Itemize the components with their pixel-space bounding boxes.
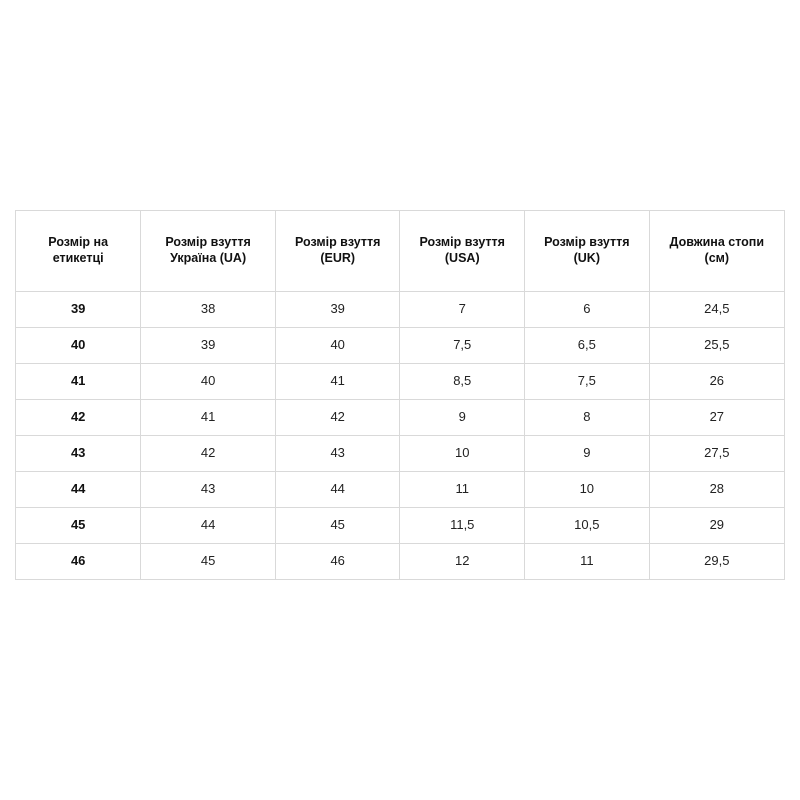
cell-ua-size: 39 [141,328,276,364]
cell-usa-size: 7 [400,292,525,328]
cell-eur-size: 42 [275,400,400,436]
cell-ua-size: 38 [141,292,276,328]
size-chart-wrapper [15,210,785,580]
table-body [16,292,785,580]
cell-usa-size: 8,5 [400,364,525,400]
cell-uk-size: 8 [525,400,650,436]
table-row [16,400,785,436]
table-row [16,472,785,508]
cell-foot-length: 29 [649,508,784,544]
cell-ua-size: 44 [141,508,276,544]
cell-foot-length: 24,5 [649,292,784,328]
table-row [16,508,785,544]
cell-usa-size: 9 [400,400,525,436]
shoe-size-table [15,210,785,580]
cell-label-size: 45 [16,508,141,544]
table-row [16,364,785,400]
column-header-eur-size: Розмір взуття (EUR) [275,211,400,292]
cell-usa-size: 7,5 [400,328,525,364]
column-header-uk-size: Розмір взуття (UK) [525,211,650,292]
cell-uk-size: 9 [525,436,650,472]
cell-uk-size: 6,5 [525,328,650,364]
cell-foot-length: 28 [649,472,784,508]
column-header-label-size: Розмір на етикетці [16,211,141,292]
cell-label-size: 40 [16,328,141,364]
table-row [16,436,785,472]
cell-eur-size: 41 [275,364,400,400]
cell-usa-size: 11 [400,472,525,508]
cell-foot-length: 25,5 [649,328,784,364]
cell-label-size: 41 [16,364,141,400]
cell-eur-size: 44 [275,472,400,508]
cell-eur-size: 43 [275,436,400,472]
cell-label-size: 39 [16,292,141,328]
cell-label-size: 46 [16,544,141,580]
cell-foot-length: 26 [649,364,784,400]
cell-eur-size: 45 [275,508,400,544]
cell-foot-length: 29,5 [649,544,784,580]
cell-eur-size: 46 [275,544,400,580]
table-row [16,328,785,364]
cell-label-size: 42 [16,400,141,436]
cell-usa-size: 12 [400,544,525,580]
column-header-ua-size: Розмір взуття Україна (UA) [141,211,276,292]
table-header [16,211,785,292]
cell-eur-size: 39 [275,292,400,328]
cell-ua-size: 42 [141,436,276,472]
cell-ua-size: 40 [141,364,276,400]
cell-uk-size: 6 [525,292,650,328]
table-header-row [16,211,785,292]
cell-uk-size: 10 [525,472,650,508]
cell-uk-size: 10,5 [525,508,650,544]
cell-ua-size: 43 [141,472,276,508]
column-header-usa-size: Розмір взуття (USA) [400,211,525,292]
cell-foot-length: 27,5 [649,436,784,472]
cell-foot-length: 27 [649,400,784,436]
cell-uk-size: 7,5 [525,364,650,400]
cell-uk-size: 11 [525,544,650,580]
table-row [16,292,785,328]
table-row [16,544,785,580]
cell-label-size: 43 [16,436,141,472]
cell-ua-size: 45 [141,544,276,580]
cell-ua-size: 41 [141,400,276,436]
cell-usa-size: 10 [400,436,525,472]
cell-usa-size: 11,5 [400,508,525,544]
cell-eur-size: 40 [275,328,400,364]
cell-label-size: 44 [16,472,141,508]
column-header-foot-length: Довжина стопи (см) [649,211,784,292]
